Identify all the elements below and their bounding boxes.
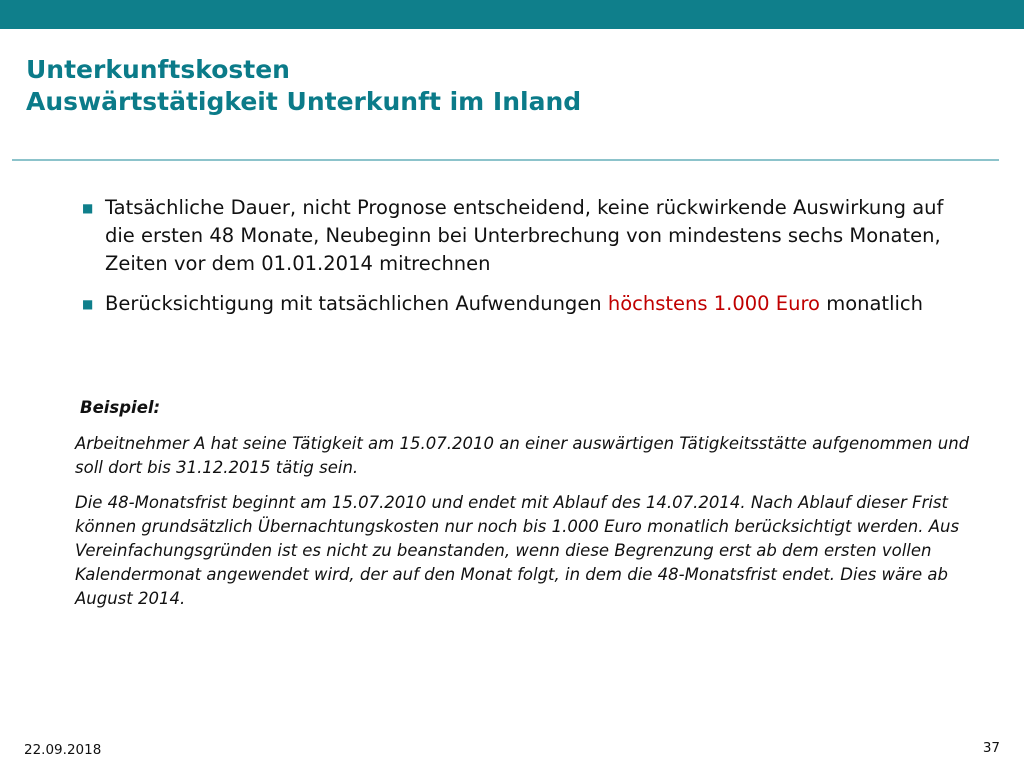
bullet-list [80,194,960,330]
bullet-text-after: monatlich [820,292,923,315]
bullet-text [105,290,923,318]
bullet-text: Tatsächliche Dauer, nicht Prognose entscheidend, keine rückwirkende Auswirkung auf die ersten 48 Monate, Neubeginn bei Unterbrechung von mindestens sechs Monaten, Zeiten vor dem 01.01.2014 mitrechnen [105,196,944,275]
title-divider [12,159,999,161]
example-paragraph-2: Die 48-Monatsfrist beginnt am 15.07.2010 und endet mit Ablauf des 14.07.2014. Nach Ablauf dieser Frist können grundsätzlich Übernachtungskosten nur noch bis 1.000 Euro monatlich berücksichtigt werden. Aus Vereinfachungsgründen ist es nicht zu beanstanden, wenn diese Begrenzung erst ab dem ersten vollen Kalendermonat angewendet wird, der auf den Monat folgt, in dem die 48-Monatsfrist endet. Dies wäre ab August 2014. [75,493,960,608]
example-label: Beispiel: [80,398,161,417]
square-bullet-icon: ■ [82,201,94,215]
example-body [75,432,995,622]
slide-title [26,54,581,118]
top-accent-bar [0,0,1024,29]
page-number: 37 [982,740,1000,756]
square-bullet-icon: ■ [82,297,94,311]
bullet-item-duration [80,194,960,278]
bullet-text-before: Berücksichtigung mit tatsächlichen Aufwendungen [105,292,608,315]
example-paragraph-1: Arbeitnehmer A hat seine Tätigkeit am 15.07.2010 an einer auswärtigen Tätigkeitsstätte aufgenommen und soll dort bis 31.12.2015 tätig sein. [75,434,970,477]
footer-date: 22.09.2018 [24,742,102,758]
bullet-highlight: höchstens 1.000 Euro [607,292,820,315]
title-line-2: Auswärtstätigkeit Unterkunft im Inland [26,87,582,116]
title-line-1: Unterkunftskosten [26,55,290,84]
bullet-item-costs [80,290,960,318]
